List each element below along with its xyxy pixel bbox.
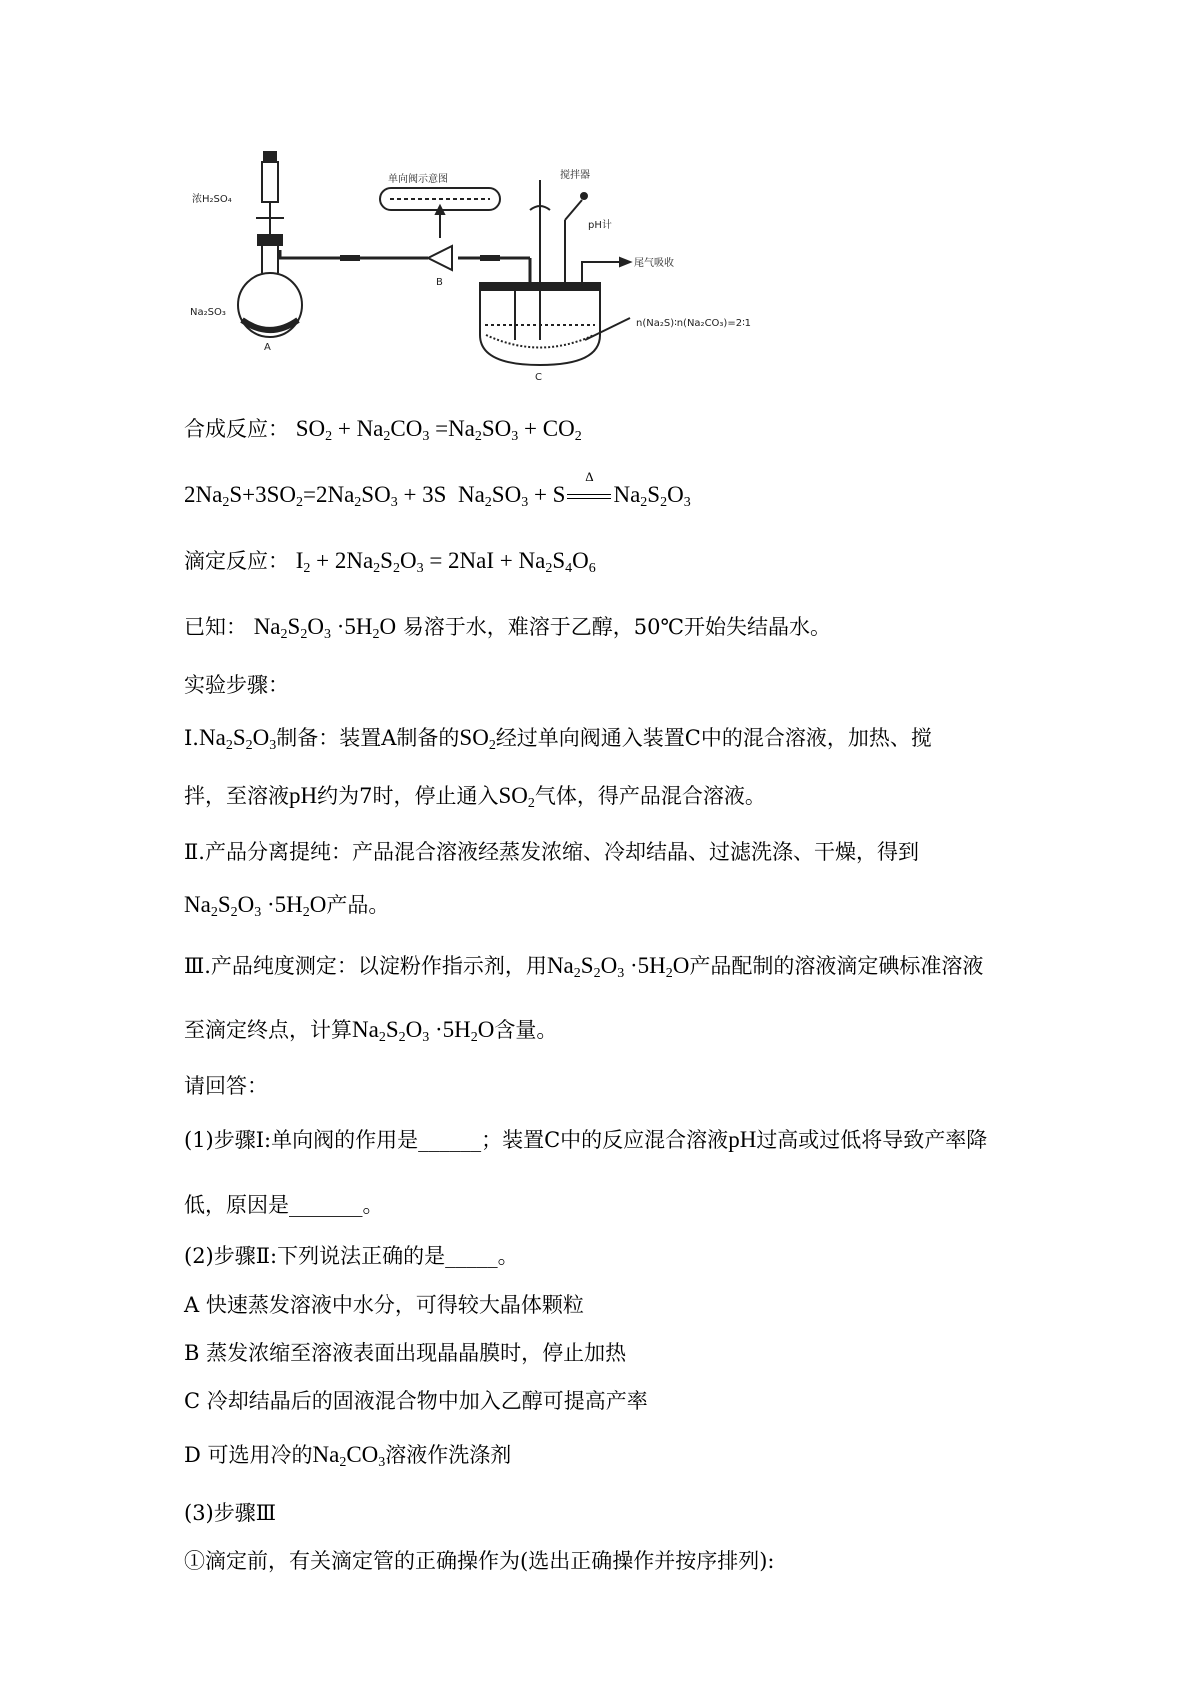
step-2-line1: Ⅱ.产品分离提纯：产品混合溶液经蒸发浓缩、冷却结晶、过滤洗涤、干燥，得到 — [184, 840, 919, 864]
synthesis-equation: $SO_2 + Na_2CO_3 =Na_2SO_3 + CO_2$ — [295, 416, 582, 444]
steps-heading: 实验步骤： — [184, 673, 289, 697]
label-a: A — [264, 342, 271, 353]
titration-equation: $I_2 + 2Na_2S_2O_3 = 2NaI + Na_2S_4O_6$ — [295, 548, 596, 576]
question-1-line2: 低，原因是_______。 — [184, 1193, 384, 1217]
question-1-line1: (1)步骤Ⅰ:单向阀的作用是______；装置C中的反应混合溶液pH过高或过低将导致产率降 — [184, 1127, 988, 1152]
question-3: (3)步骤Ⅲ — [184, 1501, 276, 1525]
question-2: (2)步骤Ⅱ:下列说法正确的是_____。 — [184, 1244, 519, 1268]
hydrate-formula: $Na_2S_2O_3 \cdot 5H_2O$ — [253, 614, 397, 642]
step-3-line1: Ⅲ.产品纯度测定：以淀粉作指示剂，用$Na_2S_2O_3 \cdot 5H_2O$产品配制的溶液滴定碘标准溶液 — [184, 953, 984, 981]
option-b: B 蒸发浓缩至溶液表面出现晶晶膜时，停止加热 — [184, 1341, 627, 1365]
option-d: D 可选用冷的$Na_2CO_3$溶液作洗涤剂 — [184, 1442, 512, 1470]
option-a: A 快速蒸发溶液中水分，可得较大晶体颗粒 — [184, 1293, 584, 1317]
known-prefix: 已知： — [184, 615, 247, 639]
step-1-line2: 拌，至溶液pH约为7时，停止通入$SO_2$气体，得产品混合溶液。 — [184, 783, 766, 811]
label-c: C — [535, 372, 542, 383]
synthesis-reaction-line — [184, 414, 582, 444]
label-stirrer: 搅拌器 — [560, 170, 590, 181]
equation-na2s-so2: $2Na_2S+3SO_2=2Na_2SO_3 + 3S$ $Na_2SO_3 + S$ Δ $Na_2S_2O_3$ — [184, 469, 691, 510]
synthesis-prefix: 合成反应： — [184, 417, 289, 441]
dropping-funnel — [256, 152, 284, 235]
known-line — [184, 612, 831, 642]
tubing — [280, 250, 530, 285]
known-suffix: 易溶于水，难溶于乙醇，50℃开始失结晶水。 — [402, 615, 831, 639]
flask-a — [238, 235, 302, 337]
synthesis-equations-line2 — [184, 469, 691, 510]
step-1-line1: $Ⅰ.Na_2S_2O_3$制备：装置A制备的$SO_2$经过单向阀通入装置C中的混合溶液，加热、搅 — [184, 725, 932, 753]
step-2-line2: $Na_2S_2O_3 \cdot 5H_2O$产品。 — [184, 892, 390, 920]
label-exhaust: 尾气吸收 — [634, 258, 674, 269]
apparatus-figure — [190, 150, 752, 390]
titration-reaction-line — [184, 546, 596, 576]
label-h2so4: 浓H₂SO₄ — [192, 194, 232, 205]
label-b: B — [436, 277, 443, 288]
label-ph: pH计 — [588, 220, 612, 231]
label-valve-diagram: 单向阀示意图 — [388, 174, 448, 185]
vessel-c — [480, 180, 630, 365]
questions-heading: 请回答： — [184, 1074, 268, 1098]
question-3-sub: ①滴定前，有关滴定管的正确操作为(选出正确操作并按序排列): — [184, 1549, 775, 1573]
step-3-line2: 至滴定终点，计算$Na_2S_2O_3 \cdot 5H_2O$含量。 — [184, 1017, 558, 1045]
titration-prefix: 滴定反应： — [184, 549, 289, 573]
label-ratio: n(Na₂S)∶n(Na₂CO₃)=2∶1 — [636, 318, 752, 329]
option-c: C 冷却结晶后的固液混合物中加入乙醇可提高产率 — [184, 1389, 648, 1413]
label-na2so3: Na₂SO₃ — [190, 307, 226, 318]
